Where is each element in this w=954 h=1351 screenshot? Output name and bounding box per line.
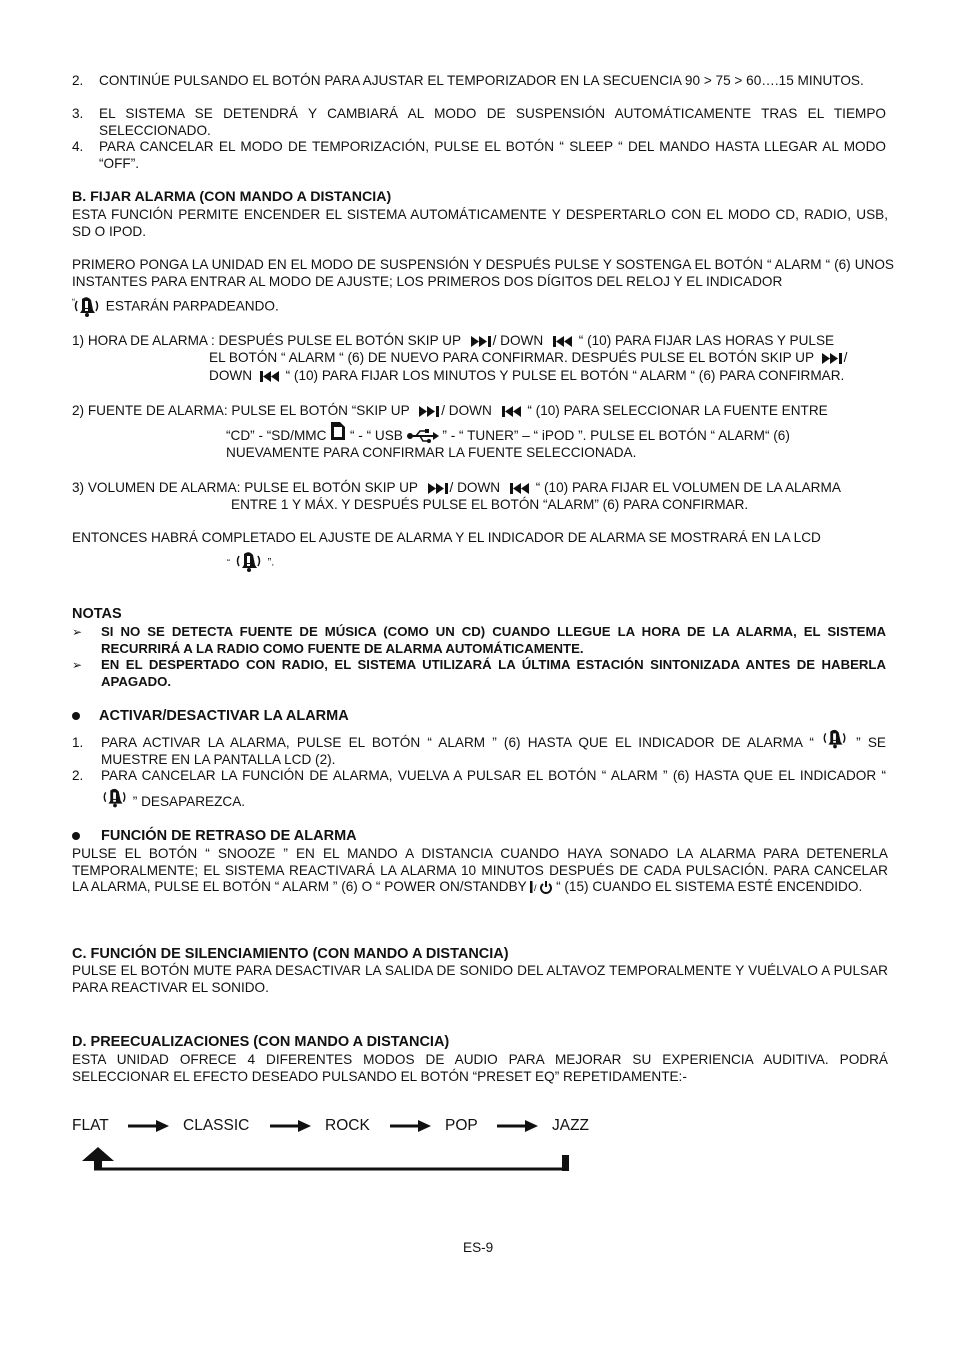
- bullet-heading: [72, 708, 349, 725]
- arrow-bullet-icon: ➢: [72, 625, 83, 639]
- skip-down-icon: [260, 371, 282, 382]
- quote-mark: “: [227, 557, 230, 568]
- item-text-part: PARA ACTIVAR LA ALARMA, PULSE EL BOTÓN “ ALARM ” (6) HASTA QUE EL INDICADOR DE ALARMA “: [101, 735, 814, 750]
- paragraph: [72, 846, 888, 896]
- paragraph: ESTA FUNCIÓN PERMITE ENCENDER EL SISTEMA AUTOMÁTICAMENTE Y DESPERTARLO CON EL MODO CD, RADIO, USB, SD O IPOD.: [72, 207, 888, 239]
- step-text: EL BOTÓN “ ALARM “ (6) DE NUEVO PARA CONFIRMAR. DESPUÉS PULSE EL BOTÓN SKIP UP: [209, 350, 814, 365]
- paragraph: ESTA UNIDAD OFRECE 4 DIFERENTES MODOS DE AUDIO PARA MEJORAR SU EXPERIENCIA AUDITIVA. PODRÁ SELECCIONAR EL EFECTO DESEADO PULSANDO EL BOTÓN “PRESET EQ” REPETIDAMENTE:-: [72, 1052, 888, 1084]
- section-heading: ACTIVAR/DESACTIVAR LA ALARMA: [99, 708, 349, 724]
- power-standby-icon: [530, 881, 552, 893]
- note-item: [72, 657, 886, 690]
- item-number: 2.: [72, 73, 84, 88]
- bullet-heading: [72, 828, 357, 845]
- eq-mode-pop: POP: [445, 1117, 478, 1134]
- item-number: 4.: [72, 139, 84, 154]
- eq-mode-jazz: JAZZ: [552, 1117, 590, 1134]
- bullet-dot: [72, 712, 80, 720]
- step-text: DOWN: [209, 368, 253, 383]
- arrow-right-icon: [128, 1119, 170, 1133]
- eq-mode-classic: CLASSIC: [183, 1117, 250, 1134]
- alarm-bell-icon: [101, 787, 129, 809]
- step-hora-line3: [209, 368, 844, 385]
- paragraph: [72, 257, 894, 290]
- svg-text:/: /: [534, 883, 537, 894]
- step-fuente: [72, 403, 828, 420]
- paragraph-text: “ (15) CUANDO EL SISTEMA ESTÉ ENCENDIDO.: [556, 879, 863, 894]
- list-item: [72, 106, 886, 139]
- skip-up-icon: [471, 336, 493, 347]
- item-text: CONTINÚE PULSANDO EL BOTÓN PARA AJUSTAR EL TEMPORIZADOR EN LA SECUENCIA 90 > 75 > 60….15 MINUTOS.: [99, 73, 864, 88]
- item-text: EL SISTEMA SE DETENDRÁ Y CAMBIARÁ AL MODO DE SUSPENSIÓN AUTOMÁTICAMENTE TRAS EL TIEMPO SELECCIONADO.: [99, 106, 886, 138]
- skip-up-icon: [428, 483, 450, 494]
- paragraph-text: PRIMERO PONGA LA UNIDAD EN EL MODO DE SUSPENSIÓN Y DESPUÉS PULSE Y SOSTENGA EL BOTÓN “ ALARM “ (6) UNOS INSTANTES PARA ENTRAR AL MODO DE AJUSTE; LOS PRIMEROS DOS DÍGITOS DEL RELOJ Y EL INDICADOR: [72, 257, 894, 289]
- step-text: 2) FUENTE DE ALARMA: PULSE EL BOTÓN “SKIP UP: [72, 403, 410, 418]
- skip-down-icon: [510, 483, 532, 494]
- step-text: “ - “ USB: [349, 428, 403, 443]
- skip-down-icon: [502, 406, 524, 417]
- paragraph: PULSE EL BOTÓN MUTE PARA DESACTIVAR LA SALIDA DE SONIDO DEL ALTAVOZ TEMPORALMENTE Y VUÉLVALO A PULSAR PARA REACTIVAR EL SONIDO.: [72, 963, 888, 995]
- alarm-bell-icon: [821, 728, 849, 750]
- paragraph-tail: [227, 551, 274, 573]
- section-heading: C. FUNCIÓN DE SILENCIAMIENTO (CON MANDO A DISTANCIA): [72, 946, 509, 962]
- skip-up-icon: [822, 353, 844, 364]
- item-text-part: ” DESAPAREZCA.: [132, 794, 246, 809]
- item-text-part: PARA CANCELAR LA FUNCIÓN DE ALARMA, VUELVA A PULSAR EL BOTÓN “ ALARM ” (6) HASTA QUE EL INDICADOR “: [101, 768, 886, 783]
- note-text: SI NO SE DETECTA FUENTE DE MÚSICA (COMO UN CD) CUANDO LLEGUE LA HORA DE LA ALARMA, EL SISTEMA RECURRIRÁ A LA RADIO COMO FUENTE DE ALARMA AUTOMÁTICAMENTE.: [101, 624, 886, 656]
- notes-heading: NOTAS: [72, 606, 122, 622]
- step-text: / DOWN: [441, 403, 492, 418]
- step-text: 3) VOLUMEN DE ALARMA: PULSE EL BOTÓN SKIP UP: [72, 480, 418, 495]
- return-loop-arrow: [80, 1145, 572, 1173]
- step-volumen-line2: ENTRE 1 Y MÁX. Y DESPUÉS PULSE EL BOTÓN “ALARM” (6) PARA CONFIRMAR.: [231, 497, 749, 512]
- item-text: PARA CANCELAR EL MODO DE TEMPORIZACIÓN, PULSE EL BOTÓN “ SLEEP “ DEL MANDO HASTA LLEGAR AL MODO “OFF”.: [99, 139, 886, 171]
- skip-down-icon: [553, 336, 575, 347]
- bullet-dot: [72, 832, 80, 840]
- note-text: EN EL DESPERTADO CON RADIO, EL SISTEMA UTILIZARÁ LA ÚLTIMA ESTACIÓN SINTONIZADA ANTES DE HABERLA APAGADO.: [101, 657, 886, 689]
- arrow-right-icon: [270, 1119, 312, 1133]
- step-text: “CD” - “SD/MMC: [226, 428, 327, 443]
- arrow-right-icon: [497, 1119, 539, 1133]
- section-heading: FUNCIÓN DE RETRASO DE ALARMA: [101, 828, 357, 844]
- step-text: 1) HORA DE ALARMA : DESPUÉS PULSE EL BOTÓN SKIP UP: [72, 333, 461, 348]
- arrow-bullet-icon: ➢: [72, 658, 83, 672]
- step-text: “ (10) PARA FIJAR LOS MINUTOS Y PULSE EL BOTÓN “ ALARM “ (6) PARA CONFIRMAR.: [285, 368, 845, 383]
- section-heading: B. FIJAR ALARMA (CON MANDO A DISTANCIA): [72, 189, 392, 205]
- step-text: “ (10) PARA FIJAR LAS HORAS Y PULSE: [578, 333, 835, 348]
- page-number: ES-9: [463, 1240, 494, 1255]
- item-number: 2.: [72, 768, 84, 783]
- note-item: [72, 624, 886, 657]
- paragraph: ENTONCES HABRÁ COMPLETADO EL AJUSTE DE ALARMA Y EL INDICADOR DE ALARMA SE MOSTRARÁ EN LA LCD: [72, 530, 821, 545]
- item-number: 1.: [72, 735, 84, 750]
- section-heading: D. PREECUALIZACIONES (CON MANDO A DISTANCIA): [72, 1034, 450, 1050]
- step-volumen: [72, 480, 841, 497]
- list-item: [72, 768, 886, 815]
- eq-mode-flat: FLAT: [72, 1117, 109, 1134]
- alarm-bell-icon: [234, 551, 264, 573]
- eq-mode-rock: ROCK: [325, 1117, 370, 1134]
- step-hora-line2: [209, 350, 847, 367]
- step-fuente-line2: [226, 428, 790, 445]
- paragraph-text: PULSE EL BOTÓN “ SNOOZE ” EN EL MANDO A DISTANCIA CUANDO HAYA SONADO LA ALARMA PARA DETENERLA TEMPORALMENTE; EL SISTEMA REACTIVARÁ LA ALARMA 10 MINUTOS DESPUÉS DE CADA PULSACIÓN. PARA CANCELAR LA ALARMA, PULSE EL BOTÓN “ ALARM ” (6) O “ POWER ON/STANDBY: [72, 846, 888, 894]
- step-text: / DOWN: [492, 333, 544, 348]
- step-text: /: [843, 350, 848, 365]
- sd-card-icon: [330, 421, 346, 441]
- step-text: / DOWN: [449, 480, 501, 495]
- step-text: “ (10) PARA FIJAR EL VOLUMEN DE LA ALARMA: [535, 480, 841, 495]
- arrow-right-icon: [390, 1119, 432, 1133]
- list-item: [72, 139, 886, 172]
- item-text-part: ” SE MUESTRE EN LA PANTALLA LCD (2).: [101, 735, 886, 767]
- usb-icon: [407, 429, 439, 443]
- alarm-bell-icon: [72, 296, 102, 318]
- quote-mark: ”.: [267, 556, 275, 569]
- step-text: ” - “ TUNER” – “ iPOD ”. PULSE EL BOTÓN “ ALARM“ (6): [442, 428, 790, 443]
- paragraph-text: ESTARÁN PARPADEANDO.: [102, 298, 279, 314]
- item-text: [101, 763, 886, 815]
- item-number: 3.: [72, 106, 84, 121]
- paragraph-tail: [72, 296, 279, 318]
- skip-up-icon: [419, 406, 441, 417]
- list-item: [72, 73, 886, 90]
- step-fuente-line3: NUEVAMENTE PARA CONFIRMAR LA FUENTE SELECCIONADA.: [226, 445, 637, 460]
- svg-text:“: “: [72, 297, 75, 307]
- step-text: “ (10) PARA SELECCIONAR LA FUENTE ENTRE: [527, 403, 828, 418]
- step-hora: [72, 333, 834, 350]
